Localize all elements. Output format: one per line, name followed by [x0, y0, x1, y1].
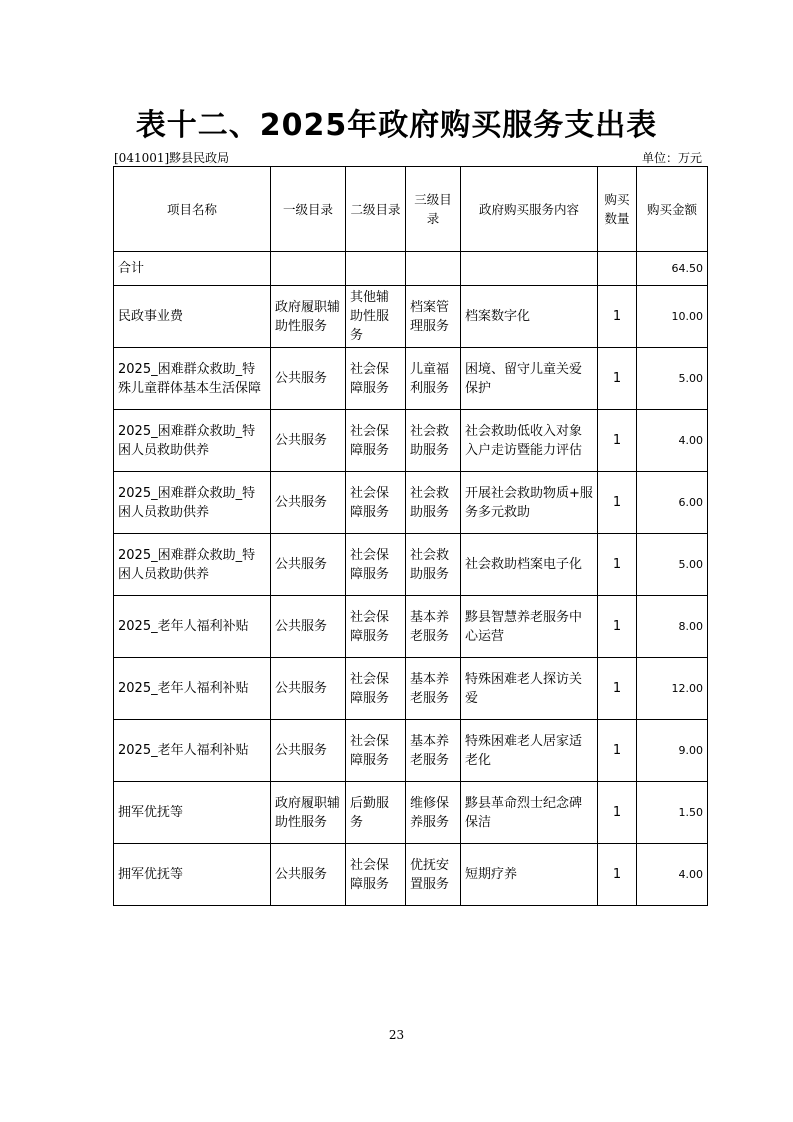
row-quantity: 1	[598, 844, 637, 906]
row-project-name: 拥军优抚等	[114, 844, 271, 906]
row-level1: 公共服务	[271, 720, 346, 782]
row-project-name: 2025_困难群众救助_特困人员救助供养	[114, 410, 271, 472]
total-row	[114, 252, 708, 286]
row-level1: 公共服务	[271, 472, 346, 534]
table-row	[114, 286, 708, 348]
empty-cell	[346, 252, 406, 286]
row-amount: 4.00	[637, 844, 708, 906]
row-project-name: 2025_困难群众救助_特殊儿童群体基本生活保障	[114, 348, 271, 410]
row-content: 困境、留守儿童关爱保护	[461, 348, 598, 410]
row-level2: 社会保障服务	[346, 720, 406, 782]
row-quantity: 1	[598, 534, 637, 596]
table-row	[114, 472, 708, 534]
empty-cell	[406, 252, 461, 286]
row-content: 开展社会救助物质+服务多元救助	[461, 472, 598, 534]
row-level1: 公共服务	[271, 348, 346, 410]
row-level3: 维修保养服务	[406, 782, 461, 844]
row-amount: 5.00	[637, 534, 708, 596]
row-amount: 10.00	[637, 286, 708, 348]
header-amount: 购买金额	[637, 167, 708, 252]
row-level3: 基本养老服务	[406, 720, 461, 782]
row-level1: 公共服务	[271, 534, 346, 596]
row-level2: 社会保障服务	[346, 534, 406, 596]
header-qty: 购买数量	[598, 167, 637, 252]
table-header-row	[114, 167, 708, 252]
table-row	[114, 844, 708, 906]
row-level3: 儿童福利服务	[406, 348, 461, 410]
row-level2: 社会保障服务	[346, 348, 406, 410]
empty-cell	[461, 252, 598, 286]
row-quantity: 1	[598, 286, 637, 348]
total-amount: 64.50	[637, 252, 708, 286]
row-quantity: 1	[598, 472, 637, 534]
row-content: 特殊困难老人居家适老化	[461, 720, 598, 782]
row-content: 黟县革命烈士纪念碑保洁	[461, 782, 598, 844]
table-row	[114, 658, 708, 720]
row-project-name: 2025_老年人福利补贴	[114, 720, 271, 782]
empty-cell	[598, 252, 637, 286]
header-level3: 三级目录	[406, 167, 461, 252]
header-name: 项目名称	[114, 167, 271, 252]
row-level2: 其他辅助性服务	[346, 286, 406, 348]
row-level2: 社会保障服务	[346, 844, 406, 906]
row-level2: 社会保障服务	[346, 410, 406, 472]
row-amount: 12.00	[637, 658, 708, 720]
row-level1: 公共服务	[271, 410, 346, 472]
row-content: 社会救助低收入对象入户走访暨能力评估	[461, 410, 598, 472]
unit-label: 单位：万元	[641, 151, 702, 165]
empty-cell	[271, 252, 346, 286]
row-level3: 基本养老服务	[406, 596, 461, 658]
row-level1: 公共服务	[271, 844, 346, 906]
row-project-name: 2025_困难群众救助_特困人员救助供养	[114, 472, 271, 534]
row-quantity: 1	[598, 658, 637, 720]
row-content: 特殊困难老人探访关爱	[461, 658, 598, 720]
table-row	[114, 720, 708, 782]
table-row	[114, 348, 708, 410]
row-amount: 5.00	[637, 348, 708, 410]
row-quantity: 1	[598, 348, 637, 410]
row-quantity: 1	[598, 410, 637, 472]
row-quantity: 1	[598, 720, 637, 782]
row-level3: 基本养老服务	[406, 658, 461, 720]
row-level3: 优抚安置服务	[406, 844, 461, 906]
row-level1: 政府履职辅助性服务	[271, 286, 346, 348]
purchase-services-table	[113, 166, 708, 906]
table-row	[114, 782, 708, 844]
row-level3: 社会救助服务	[406, 410, 461, 472]
row-level2: 社会保障服务	[346, 658, 406, 720]
row-project-name: 拥军优抚等	[114, 782, 271, 844]
header-level1: 一级目录	[271, 167, 346, 252]
row-amount: 8.00	[637, 596, 708, 658]
row-amount: 1.50	[637, 782, 708, 844]
row-content: 社会救助档案电子化	[461, 534, 598, 596]
header-level2: 二级目录	[346, 167, 406, 252]
table-row	[114, 534, 708, 596]
page-title: 表十二、2025年政府购买服务支出表	[135, 108, 658, 143]
row-level1: 政府履职辅助性服务	[271, 782, 346, 844]
row-level1: 公共服务	[271, 596, 346, 658]
row-content: 黟县智慧养老服务中心运营	[461, 596, 598, 658]
row-level3: 档案管理服务	[406, 286, 461, 348]
row-amount: 6.00	[637, 472, 708, 534]
unit-code: [041001]黟县民政局	[114, 151, 230, 165]
page-number: 23	[388, 1028, 405, 1042]
table-row	[114, 410, 708, 472]
row-level1: 公共服务	[271, 658, 346, 720]
row-level2: 后勤服务	[346, 782, 406, 844]
row-project-name: 2025_老年人福利补贴	[114, 596, 271, 658]
row-project-name: 民政事业费	[114, 286, 271, 348]
table-row	[114, 596, 708, 658]
row-amount: 4.00	[637, 410, 708, 472]
row-content: 短期疗养	[461, 844, 598, 906]
row-content: 档案数字化	[461, 286, 598, 348]
total-label: 合计	[114, 252, 271, 286]
row-project-name: 2025_困难群众救助_特困人员救助供养	[114, 534, 271, 596]
header-content: 政府购买服务内容	[461, 167, 598, 252]
row-amount: 9.00	[637, 720, 708, 782]
row-project-name: 2025_老年人福利补贴	[114, 658, 271, 720]
row-quantity: 1	[598, 596, 637, 658]
row-level3: 社会救助服务	[406, 534, 461, 596]
row-level2: 社会保障服务	[346, 472, 406, 534]
row-level2: 社会保障服务	[346, 596, 406, 658]
row-level3: 社会救助服务	[406, 472, 461, 534]
row-quantity: 1	[598, 782, 637, 844]
